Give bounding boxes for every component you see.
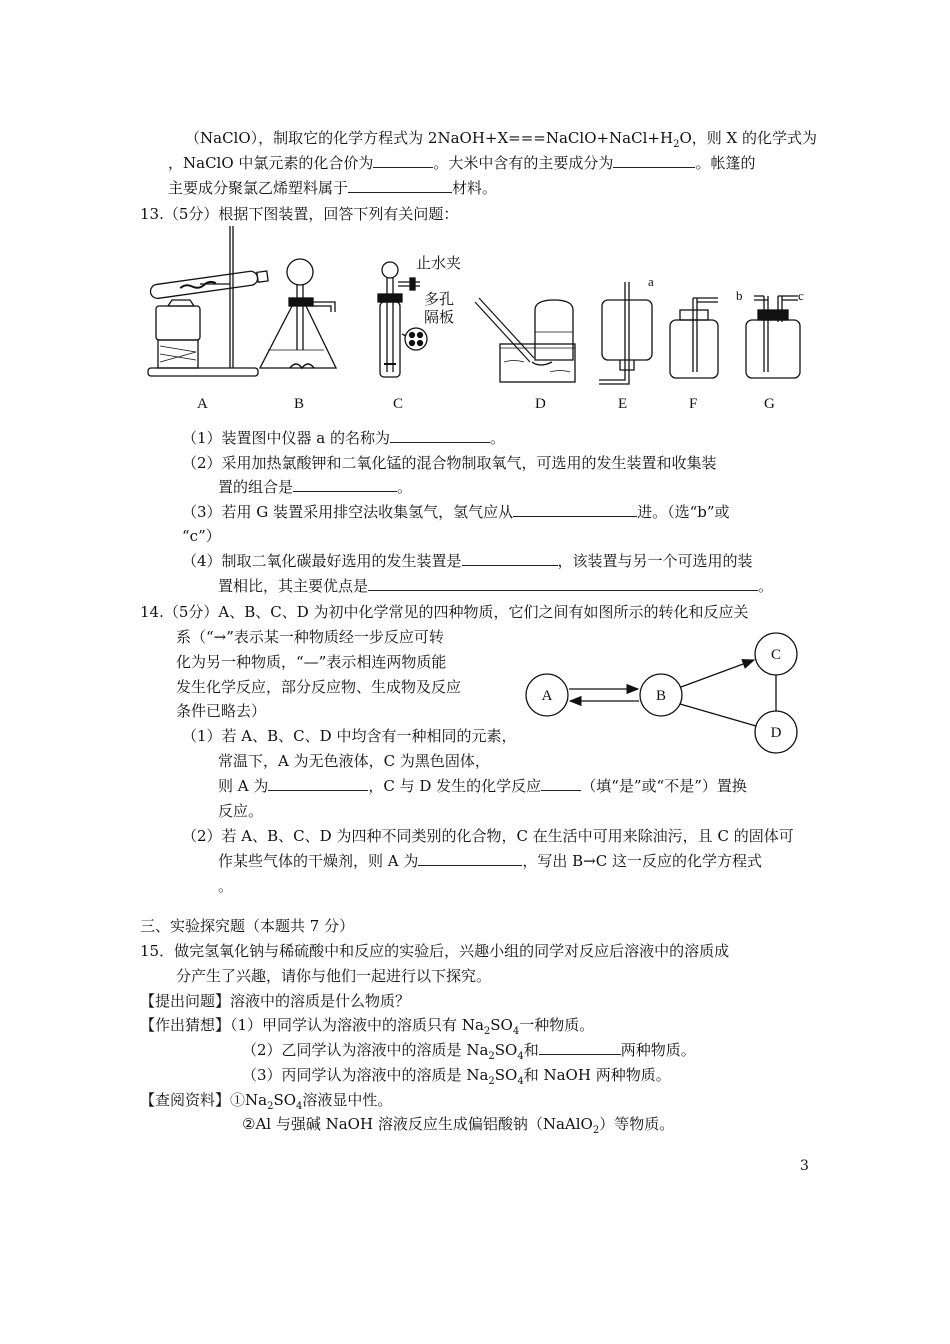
node-a-label: A — [541, 688, 553, 704]
text: ，NaClO 中氯元素的化合价为 — [168, 154, 374, 172]
text-line: （2）若 A、B、C、D 为四种不同类别的化合物，C 在生活中可用来除油污，且 C 的固体可 — [182, 827, 794, 845]
text: ，C 与 D 发生的化学反应 — [368, 777, 542, 795]
text-line: 条件已略去） — [176, 702, 267, 720]
text: 和 — [523, 1041, 539, 1059]
text: （NaClO），制取它的化学方程式为 2NaOH+X===NaClO+NaCl+H — [185, 129, 674, 147]
text: （3）若用 G 装置采用排空法收集氢气，氢气应从 — [182, 503, 514, 521]
text: 【作出猜想】（1）甲同学认为溶液中的溶质只有 Na — [140, 1016, 484, 1034]
text: 置的组合是 — [218, 478, 294, 496]
label-e: E — [618, 396, 628, 412]
text-line — [140, 1090, 392, 1110]
text: ，写出 B→C 这一反应的化学方程式 — [522, 852, 762, 870]
node-b-label: B — [655, 688, 667, 704]
plate-label-2: 隔板 — [424, 308, 455, 326]
tag-c: c — [798, 288, 804, 303]
node-d-label: D — [770, 725, 782, 741]
blank — [390, 428, 490, 443]
label-c: C — [393, 396, 404, 412]
text: SO — [490, 1016, 513, 1034]
text: 则 A 为 — [218, 777, 269, 795]
plate-label-1: 多孔 — [424, 290, 455, 308]
text-line — [218, 576, 773, 596]
text: 。 — [397, 478, 413, 496]
blank — [373, 153, 433, 168]
text: 【查阅资料】①Na — [140, 1091, 268, 1109]
blank — [462, 551, 558, 566]
text: 溶液显中性。 — [302, 1091, 393, 1109]
text-line — [218, 477, 412, 497]
blank — [539, 1040, 621, 1055]
text: 两种物质。 — [620, 1041, 696, 1059]
text: SO — [494, 1066, 518, 1084]
text-line: “c”） — [182, 527, 221, 545]
tag-b: b — [736, 288, 743, 303]
section-heading: 三、实验探究题（本题共 7 分） — [140, 917, 355, 935]
blank — [541, 776, 581, 791]
text: 。帐篷的 — [695, 154, 756, 172]
label-f: F — [689, 396, 698, 412]
text-line — [242, 1040, 696, 1060]
text: 进。（选“b”或 — [637, 503, 730, 521]
text: （填“是”或“不是”）置换 — [581, 777, 747, 795]
text-line — [168, 178, 497, 198]
subscript: 4 — [296, 1101, 303, 1112]
label-d: D — [535, 396, 546, 412]
subscript: 2 — [488, 1051, 495, 1062]
text-line: 反应。 — [218, 802, 264, 820]
text-line — [218, 776, 747, 796]
text-line: 【提出问题】溶液中的溶质是什么物质？ — [140, 992, 411, 1010]
subscript: 4 — [517, 1051, 524, 1062]
text-line: 常温下，A 为无色液体，C 为黑色固体， — [218, 752, 490, 770]
subscript: 2 — [488, 1076, 495, 1087]
text: 。大米中含有的主要成分为 — [433, 154, 614, 172]
apparatus-a — [148, 226, 268, 376]
question-13: 13.（5分）根据下图装置，回答下列有关问题： — [140, 205, 459, 223]
text: 和 NaOH 两种物质。 — [523, 1066, 671, 1084]
subscript: 2 — [673, 139, 680, 150]
blank — [613, 153, 695, 168]
text: SO — [273, 1091, 297, 1109]
apparatus-e — [599, 282, 652, 384]
line-b-d — [680, 704, 756, 726]
text-line — [182, 502, 730, 522]
subscript: 2 — [267, 1101, 274, 1112]
text: （2）乙同学认为溶液中的溶质是 Na — [242, 1041, 489, 1059]
text-line: 系（“→”表示某一种物质经一步反应可转 — [176, 628, 444, 646]
label-g: G — [764, 396, 775, 412]
blank — [268, 776, 368, 791]
question-15: 15．做完氢氧化钠与稀硫酸中和反应的实验后，兴趣小组的同学对反应后溶液中的溶质成 — [140, 942, 730, 960]
apparatus-b — [260, 259, 336, 368]
text: ②Al 与强碱 NaOH 溶液反应生成偏铝酸钠（NaAlO — [242, 1115, 593, 1133]
blank — [348, 178, 452, 193]
apparatus-f — [670, 298, 718, 378]
text: 材料。 — [452, 179, 498, 197]
stopcock-label: 止水夹 — [416, 254, 462, 272]
question-14: 14.（5分）A、B、C、D 为初中化学常见的四种物质，它们之间有如图所示的转化和反应关 — [140, 603, 749, 621]
apparatus-d — [475, 298, 575, 382]
text: ）等物质。 — [599, 1115, 675, 1133]
text-line — [182, 428, 505, 448]
text-line — [140, 1015, 594, 1035]
text-line: 。 — [218, 877, 234, 895]
text-line: 分产生了兴趣，请你与他们一起进行以下探究。 — [176, 967, 492, 985]
apparatus-c — [378, 262, 427, 377]
text-line — [182, 551, 753, 571]
node-c-label: C — [770, 647, 782, 663]
text: 作某些气体的干燥剂，则 A 为 — [218, 852, 419, 870]
arrow-b-c — [681, 660, 754, 687]
text-line: 发生化学反应，部分反应物、生成物及反应 — [176, 678, 462, 696]
blank — [368, 576, 758, 591]
text-line — [242, 1065, 671, 1085]
page-number: 3 — [800, 1158, 809, 1174]
apparatus-figure — [140, 222, 820, 417]
text: 。 — [758, 577, 774, 595]
tag-a: a — [648, 274, 654, 289]
blank — [293, 477, 397, 492]
text: （4）制取二氧化碳最好选用的发生装置是 — [182, 552, 462, 570]
text: （1）装置图中仪器 a 的名称为 — [182, 429, 391, 447]
text-line — [218, 851, 762, 871]
text: 。 — [490, 429, 506, 447]
blank — [513, 502, 637, 517]
subscript: 2 — [483, 1026, 491, 1037]
subscript: 4 — [517, 1076, 524, 1087]
label-a: A — [197, 396, 208, 412]
subscript: 2 — [592, 1125, 600, 1136]
text-line: （1）若 A、B、C、D 中均含有一种相同的元素， — [182, 727, 517, 745]
text-line: 化为另一种物质，“—”表示相连两物质能 — [176, 653, 447, 671]
text: ，该装置与另一个可选用的装 — [557, 552, 753, 570]
text: O，则 X 的化学式为 — [679, 129, 817, 147]
text: SO — [494, 1041, 518, 1059]
text-line — [242, 1114, 674, 1134]
text-line — [185, 128, 817, 148]
text: 主要成分聚氯乙烯塑料属于 — [168, 179, 349, 197]
label-b: B — [294, 396, 305, 412]
blank — [418, 851, 522, 866]
text: （3）丙同学认为溶液中的溶质是 Na — [242, 1066, 489, 1084]
text-line: （2）采用加热氯酸钾和二氧化锰的混合物制取氧气，可选用的发生装置和收集装 — [182, 454, 717, 472]
text: 置相比，其主要优点是 — [218, 577, 369, 595]
text-line — [168, 153, 755, 173]
relation-diagram — [520, 632, 820, 762]
apparatus-g — [746, 296, 800, 378]
text: 一种物质。 — [519, 1016, 595, 1034]
subscript: 4 — [512, 1026, 520, 1037]
